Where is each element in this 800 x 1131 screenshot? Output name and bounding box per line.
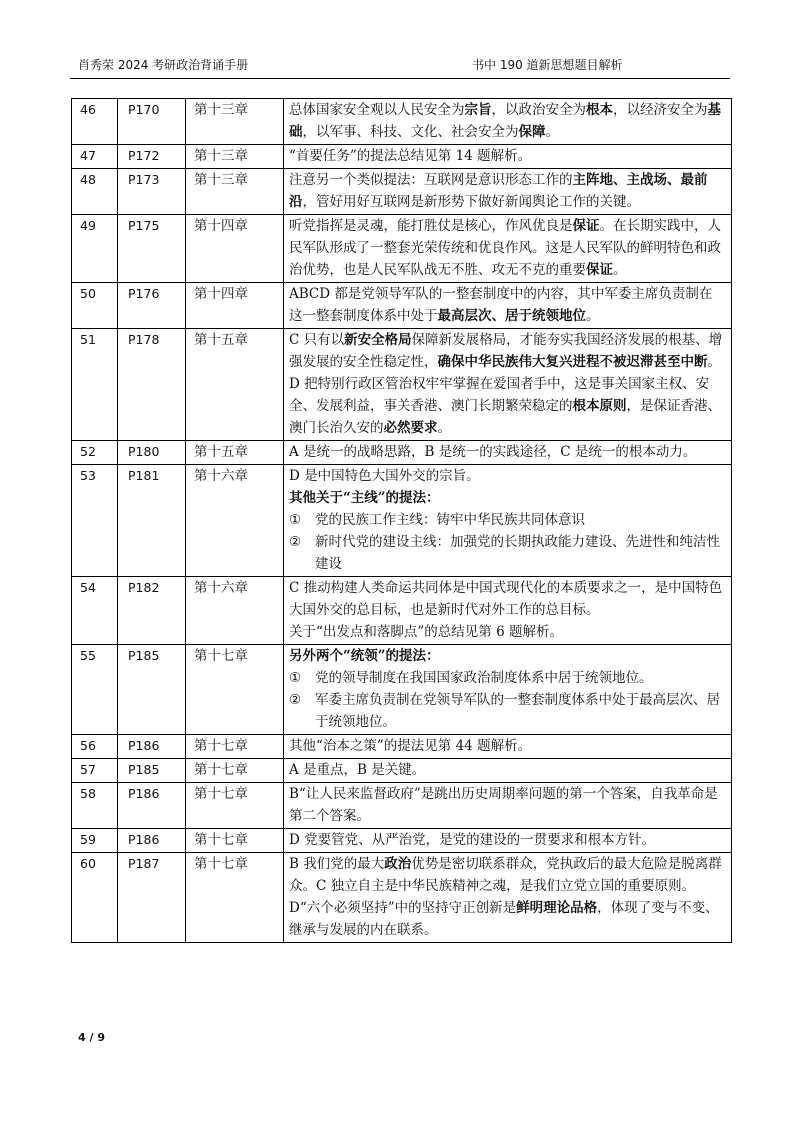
book-page: P185 <box>118 645 186 735</box>
chapter: 第十七章 <box>186 783 284 829</box>
explanation <box>284 283 732 329</box>
book-page: P181 <box>118 465 186 577</box>
paragraph <box>289 487 725 509</box>
paragraph <box>289 215 725 281</box>
book-page: P186 <box>118 829 186 853</box>
emphasis-text: 其他关于“主线”的提法： <box>289 490 440 506</box>
text-run: 新时代党的建设主线：加强党的长期执政能力建设、先进性和纯洁性建设 <box>315 534 720 572</box>
text-run: 。 <box>613 262 627 278</box>
table-row <box>72 283 732 329</box>
paragraph <box>289 829 725 851</box>
emphasis-text: 必然要求 <box>383 420 438 436</box>
text-run: C 只有以 <box>289 332 345 348</box>
explanation <box>284 759 732 783</box>
paragraph <box>289 853 725 941</box>
list-item-text <box>315 531 725 575</box>
text-run: A 是统一的战略思路，B 是统一的实践途径，C 是统一的根本动力。 <box>289 444 697 460</box>
book-page: P172 <box>118 145 186 169</box>
explanation <box>284 645 732 735</box>
question-number: 58 <box>72 783 118 829</box>
chapter: 第十七章 <box>186 735 284 759</box>
text-run: 保障新发展格局，才能夯实我国经济发展的根基、增强发展的安全性稳定性， <box>289 332 723 370</box>
chapter: 第十三章 <box>186 145 284 169</box>
text-run: 关于“出发点和落脚点”的总结见第 6 题解析。 <box>289 624 563 640</box>
question-number: 54 <box>72 577 118 645</box>
chapter: 第十七章 <box>186 829 284 853</box>
question-number: 49 <box>72 215 118 283</box>
chapter: 第十六章 <box>186 577 284 645</box>
emphasis-text: 保障 <box>518 124 546 140</box>
question-number: 56 <box>72 735 118 759</box>
explanation <box>284 577 732 645</box>
text-run: 。 <box>545 124 559 140</box>
explanation <box>284 329 732 441</box>
explanation <box>284 215 732 283</box>
emphasis-text: 宗旨 <box>464 102 492 118</box>
explanation <box>284 829 732 853</box>
text-run: ，体现了变与不变、继承与发展的内在联系。 <box>289 900 719 938</box>
emphasis-text: 保证 <box>586 262 613 278</box>
question-number: 60 <box>72 853 118 943</box>
book-page: P182 <box>118 577 186 645</box>
list-item <box>289 667 725 689</box>
book-page: P186 <box>118 735 186 759</box>
list-marker: ② <box>289 534 302 550</box>
emphasis-text: 基础 <box>289 102 721 140</box>
table-row <box>72 99 732 145</box>
explanation <box>284 783 732 829</box>
paragraph <box>289 145 725 167</box>
emphasis-text: 鲜明理论品格 <box>516 900 598 916</box>
paragraph <box>289 621 725 643</box>
table-row <box>72 577 732 645</box>
text-run: 其他“治本之策”的提法见第 44 题解析。 <box>289 738 532 754</box>
list-item <box>289 509 725 531</box>
text-run: 总体国家安全观以人民安全为 <box>289 102 465 118</box>
paragraph <box>289 99 725 143</box>
text-run: 。在长期实践中，人民军队形成了一整套光荣传统和优良作风。这是人民军队的鲜明特色和政治优势，也是人民军队战无不胜、攻无不克的重要 <box>289 218 721 278</box>
explanation <box>284 99 732 145</box>
text-run: C 推动构建人类命运共同体是中国式现代化的本质要求之一，是中国特色大国外交的总目标，也是新时代对外工作的总目标。 <box>289 580 723 618</box>
explanation <box>284 169 732 215</box>
chapter: 第十七章 <box>186 645 284 735</box>
text-run: 听党指挥是灵魂，能打胜仗是核心，作风优良是 <box>289 218 573 234</box>
paragraph <box>289 169 725 213</box>
question-number: 55 <box>72 645 118 735</box>
book-page: P170 <box>118 99 186 145</box>
text-run: 党的领导制度在我国国家政治制度体系中居于统领地位。 <box>315 670 653 686</box>
text-run: ，管好用好互联网是新形势下做好新闻舆论工作的关键。 <box>302 194 640 210</box>
table-row <box>72 853 732 943</box>
text-run: 。 <box>586 308 600 324</box>
book-page: P173 <box>118 169 186 215</box>
text-run: D 是中国特色大国外交的宗旨。 <box>289 468 480 484</box>
table-row <box>72 169 732 215</box>
list-item <box>289 689 725 733</box>
text-run: ABCD 都是党领导军队的一整套制度中的内容，其中军委主席负责制在这一整套制度体系中处于 <box>289 286 713 324</box>
text-run: “首要任务”的提法总结见第 14 题解析。 <box>289 148 532 164</box>
paragraph <box>289 329 725 439</box>
explanation <box>284 465 732 577</box>
list-marker: ① <box>289 670 302 686</box>
list-item <box>289 531 725 575</box>
paragraph <box>289 645 725 667</box>
emphasis-text: 政治 <box>384 856 412 872</box>
question-number: 53 <box>72 465 118 577</box>
emphasis-text: 根本原则 <box>572 398 627 414</box>
text-run: B“让人民来监督政府”是跳出历史周期率问题的第一个答案，自我革命是第二个答案。 <box>289 786 718 824</box>
question-number: 50 <box>72 283 118 329</box>
chapter: 第十三章 <box>186 169 284 215</box>
paragraph <box>289 577 725 621</box>
answer-table <box>71 98 732 943</box>
chapter: 第十六章 <box>186 465 284 577</box>
book-page: P176 <box>118 283 186 329</box>
list-marker: ① <box>289 512 302 528</box>
question-number: 59 <box>72 829 118 853</box>
text-run: D 党要管党、从严治党，是党的建设的一贯要求和根本方针。 <box>289 832 656 848</box>
text-run: ，以经济安全为 <box>613 102 708 118</box>
table-row <box>72 783 732 829</box>
text-run: B 我们党的最大 <box>289 856 385 872</box>
text-run: 。 <box>437 420 451 436</box>
chapter: 第十七章 <box>186 853 284 943</box>
explanation <box>284 853 732 943</box>
chapter: 第十三章 <box>186 99 284 145</box>
text-run: ，以政治安全为 <box>491 102 586 118</box>
page-header <box>70 50 730 79</box>
book-page: P178 <box>118 329 186 441</box>
emphasis-text: 主阵地、主战场、最前沿 <box>289 172 708 210</box>
text-run: ，以军事、科技、文化、社会安全为 <box>302 124 519 140</box>
table-row <box>72 645 732 735</box>
text-run: 注意另一个类似提法：互联网是意识形态工作的 <box>289 172 573 188</box>
text-run: 优势是密切联系群众，党执政后的最大危险是脱离群众。C 独立自主是中华民族精神之魂，是我们立党立国的重要原则。D“六个必须坚持”中的坚持守正创新是 <box>289 856 722 916</box>
paragraph <box>289 465 725 487</box>
table-row <box>72 465 732 577</box>
book-page: P187 <box>118 853 186 943</box>
paragraph <box>289 735 725 757</box>
list-item-text <box>315 509 725 531</box>
table-row <box>72 441 732 465</box>
paragraph <box>289 759 725 781</box>
table-row <box>72 735 732 759</box>
question-number: 51 <box>72 329 118 441</box>
book-page: P185 <box>118 759 186 783</box>
question-number: 47 <box>72 145 118 169</box>
emphasis-text: 新安全格局 <box>344 332 412 348</box>
book-page: P175 <box>118 215 186 283</box>
chapter: 第十四章 <box>186 215 284 283</box>
emphasis-text: 另外两个“统领”的提法： <box>289 648 440 664</box>
book-page: P180 <box>118 441 186 465</box>
paragraph <box>289 283 725 327</box>
text-run: A 是重点，B 是关键。 <box>289 762 426 778</box>
chapter: 第十七章 <box>186 759 284 783</box>
table-row <box>72 329 732 441</box>
question-number: 48 <box>72 169 118 215</box>
list-item-text <box>315 667 725 689</box>
paragraph <box>289 441 725 463</box>
explanation <box>284 145 732 169</box>
question-number: 52 <box>72 441 118 465</box>
emphasis-text: 最高层次、居于统领地位 <box>437 308 586 324</box>
page-number: 4 / 9 <box>78 1031 105 1044</box>
question-number: 57 <box>72 759 118 783</box>
book-page: P186 <box>118 783 186 829</box>
question-number: 46 <box>72 99 118 145</box>
chapter: 第十五章 <box>186 441 284 465</box>
table-row <box>72 215 732 283</box>
table-row <box>72 145 732 169</box>
header-book-title: 肖秀荣 2024 考研政治背诵手册 <box>78 58 249 72</box>
explanation <box>284 735 732 759</box>
text-run: 军委主席负责制在党领导军队的一整套制度体系中处于最高层次、居于统领地位。 <box>315 692 720 730</box>
emphasis-text: 根本 <box>586 102 613 118</box>
emphasis-text: 确保中华民族伟大复兴进程不被迟滞甚至中断 <box>437 354 708 370</box>
chapter: 第十四章 <box>186 283 284 329</box>
paragraph <box>289 783 725 827</box>
table-row <box>72 759 732 783</box>
text-run: 党的民族工作主线：铸牢中华民族共同体意识 <box>315 512 585 528</box>
text-run: 。D 把特别行政区管治权牢牢掌握在爱国者手中，这是事关国家主权、安全、发展利益，事关香港、澳门长期繁荣稳定的 <box>289 354 721 414</box>
emphasis-text: 保证 <box>572 218 600 234</box>
explanation <box>284 441 732 465</box>
table-row <box>72 829 732 853</box>
list-item-text <box>315 689 725 733</box>
text-run: ，是保证香港、澳门长治久安的 <box>289 398 721 436</box>
header-section-title: 书中 190 道新思想题目解析 <box>472 58 623 72</box>
chapter: 第十五章 <box>186 329 284 441</box>
list-marker: ② <box>289 692 302 708</box>
